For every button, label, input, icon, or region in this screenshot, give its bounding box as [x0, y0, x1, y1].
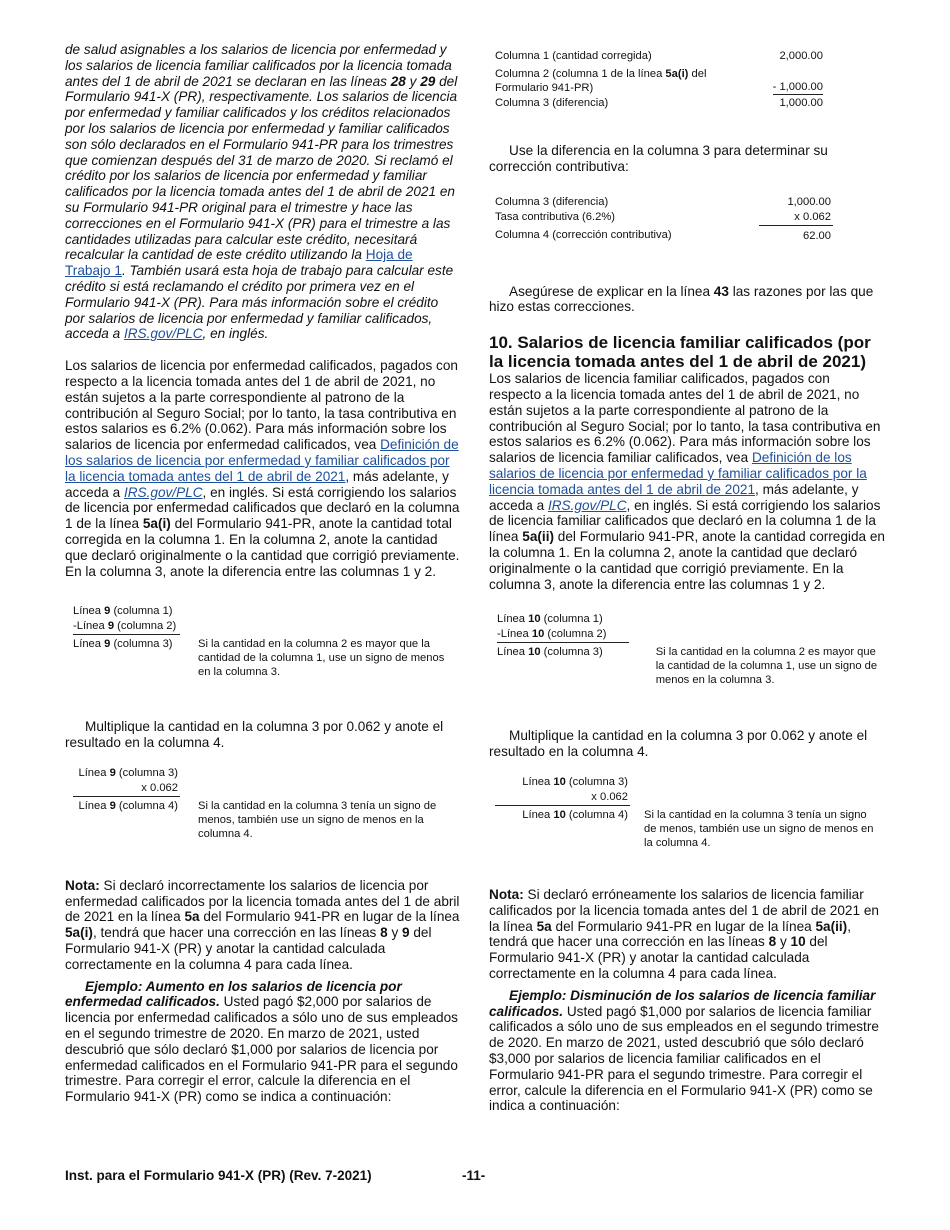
calc-table-tax-correction: Columna 3 (diferencia) 1,000.00 Tasa contributiva (6.2%) x 0.062 Columna 4 (corrección contributiva) 62.00 — [495, 195, 831, 242]
worksheet-line-9-difference: Línea 9 (columna 1) -Línea 9 (columna 2) Línea 9 (columna 3) Si la cantidad en la columna 2 es mayor que la cantidad de la columna 1, use un signo de menos en la columna 3. — [73, 605, 445, 678]
worksheet-line-10-difference: Línea 10 (columna 1) -Línea 10 (columna 2) Línea 10 (columna 3) Si la cantidad en la columna 2 es mayor que la cantidad de la columna 1, use un signo de menos en la columna 3. — [497, 613, 878, 686]
link-worksheet-1[interactable]: Hoja de Trabajo 1 — [65, 247, 413, 279]
explain-line-43: Asegúrese de explicar en la línea 43 las razones por las que hizo estas correcciones. — [489, 283, 874, 315]
link-definition-sick-family-leave[interactable]: Definición de los salarios de licencia por enfermedad y familiar calificados por la licencia tomada antes del 1 de abril de 2021 — [489, 450, 867, 497]
note-paragraph: Nota: Si declaró erróneamente los salarios de licencia familiar calificados por la licencia tomada antes del 1 de abril de 2021 en la línea 5a del Formulario 941-PR en lugar de la línea 5a(ii), tendrá que hacer una corrección en las líneas 8 y 10 del Formulario 941-X (PR) y anotar la cantidad calculada correctamente en la columna 4 para cada línea. — [489, 886, 879, 981]
paragraph-family-leave-wages: Los salarios de licencia familiar calificados, pagados con respecto a la licencia tomada antes del 1 de abril de 2021, no están sujetos a la parte correspondiente al patrono de la contribución al Seguro Social; por lo tanto, la tasa contributiva en estos salarios es 6.2% (0.062). Para más información sobre los salarios de licencia familiar calificados, vea Definición de los salarios de licencia por enfermedad y familiar calificados por la licencia tomada antes del 1 de abril de 2021, más adelante, y acceda a IRS.gov/PLC, en inglés. Si está corrigiendo los salarios de licencia familiar calificados que declaró en la columna 1 de la línea 5a(ii) del Formulario 941-PR, anote la cantidad corregida en la columna 1. En la columna 2, anote la cantidad que declaró originalmente o la cantidad que corrigió previamente. En la columna 3, anote la diferencia entre las columnas 1 y 2. — [489, 371, 885, 592]
link-definition-sick-family-leave[interactable]: Definición de los salarios de licencia por enfermedad y familiar calificados por la licencia tomada antes del 1 de abril de 2021 — [65, 437, 459, 484]
right-column — [489, 49, 885, 1114]
link-irs-plc[interactable]: IRS.gov/PLC — [547, 497, 627, 513]
section-heading-10: 10. Salarios de licencia familiar calificados (por la licencia tomada antes del 1 de abril de 2021) — [489, 333, 871, 372]
worksheet-line-9-multiply: Línea 9 (columna 3) x 0.062 Línea 9 (columna 4) Si la cantidad en la columna 3 tenía un signo de menos, también use un signo de menos en la columna 4. — [73, 766, 450, 842]
note-paragraph: Nota: Si declaró incorrectamente los salarios de licencia por enfermedad calificados por la licencia tomada antes del 1 de abril de 2021 en la línea 5a del Formulario 941-PR en lugar de la línea 5a(i), tendrá que hacer una corrección en las líneas 8 y 9 del Formulario 941-X (PR) y anotar la cantidad calculada correctamente en la columna 4 para cada línea. — [65, 877, 460, 972]
italic-paragraph-qualified-leave-health-plan: de salud asignables a los salarios de licencia por enfermedad y los salarios de licencia familiar calificados por la licencia tomada antes del 1 de abril de 2021 se declaran en las líneas 28 y 29 del Formulario 941-X (PR), respectivamente. Los salarios de licencia por enfermedad y familiar calificados y los créditos relacionados por los salarios de licencia por enfermedad y familiar calificados son sólo declarados en el Formulario 941-PR para los trimestres que comienzan después del 31 de marzo de 2020. Si reclamó el crédito por los salarios de licencia por enfermedad y familiar calificados por la licencia tomada antes del 1 de abril de 2021 en su Formulario 941-PR original para el trimestre y hace las correcciones en el Formulario 941-X (PR) para el trimestre a las cantidades utilizadas para calcular este crédito, necesitará recalcular la cantidad de este crédito utilizando la Hoja de Trabajo 1. También usará esta hoja de trabajo para calcular este crédito si está reclamando el crédito por primera vez en el Formulario 941-X (PR). Para más información sobre el crédito por salarios de licencia por enfermedad y familiar calificados, acceda a IRS.gov/PLC, en inglés. — [65, 42, 458, 342]
use-difference-instruction: Use la diferencia en la columna 3 para determinar su corrección contributiva: — [489, 143, 828, 174]
multiply-instruction: Multiplique la cantidad en la columna 3 por 0.062 y anote el resultado en la columna 4. — [489, 727, 868, 759]
link-irs-plc[interactable]: IRS.gov/PLC — [123, 326, 203, 342]
example-paragraph: Ejemplo: Aumento en los salarios de licencia por enfermedad calificados. Usted pagó $2,000 por salarios de licencia por enfermedad calificados a sólo uno de sus empleados en el segundo trimestre de 2020. En marzo de 2021, usted descubrió que sólo declaró $1,000 por salarios de licencia por enfermedad calificados en el Formulario 941-PR para el segundo trimestre. Para corregir el error, calcule la diferencia en el Formulario 941-X (PR) como se indica a continuación: — [65, 978, 458, 1105]
example-paragraph: Ejemplo: Disminución de los salarios de licencia familiar calificados. Usted pagó $1,000 por salarios de licencia familiar calificados a sólo uno de sus empleados en el segundo trimestre de 2020. En marzo de 2021, usted descubrió que sólo declaró $3,000 por salarios de licencia familiar calificados en el Formulario 941-PR para el segundo trimestre. Para corregir el error, calcule la diferencia en el Formulario 941-X (PR) como se indica a continuación: — [489, 987, 879, 1114]
calc-table-columns-1-3: Columna 1 (cantidad corregida) 2,000.00 Columna 2 (columna 1 de la línea 5a(i) del Formulario 941-PR) - 1,000.00 Columna 3 (diferencia) 1,000.00 — [495, 50, 823, 109]
worksheet-line-10-multiply: Línea 10 (columna 3) x 0.062 Línea 10 (columna 4) Si la cantidad en la columna 3 tenía un signo de menos, también use un signo de menos en la columna 4. — [495, 775, 878, 851]
multiply-instruction: Multiplique la cantidad en la columna 3 por 0.062 y anote el resultado en la columna 4. — [65, 718, 444, 750]
paragraph-sick-leave-wages: Los salarios de licencia por enfermedad calificados, pagados con respecto a la licencia tomada antes del 1 de abril de 2021, no están sujetos a la parte correspondiente al patrono de la contribución al Seguro Social; por lo tanto, la tasa contributiva en estos salarios es 6.2% (0.062). Para más información sobre los salarios de licencia por enfermedad calificados, vea Definición de los salarios de licencia por enfermedad y familiar calificados por la licencia tomada antes del 1 de abril de 2021, más adelante, y acceda a IRS.gov/PLC, en inglés. Si está corrigiendo los salarios de licencia por enfermedad calificados que declaró en la columna 1 de la línea 5a(i) del Formulario 941-PR, anote la cantidad total corregida en la columna 1. En la columna 2, anote la cantidad que declaró originalmente o la cantidad que corrigió previamente. En la columna 3, anote la diferencia entre las columnas 1 y 2. — [65, 358, 460, 579]
footer-form-title: Inst. para el Formulario 941-X (PR) (Rev. 7-2021) — [65, 1168, 372, 1183]
left-column — [65, 42, 460, 1105]
page-number: -11- — [462, 1168, 486, 1183]
link-irs-plc[interactable]: IRS.gov/PLC — [123, 484, 203, 500]
